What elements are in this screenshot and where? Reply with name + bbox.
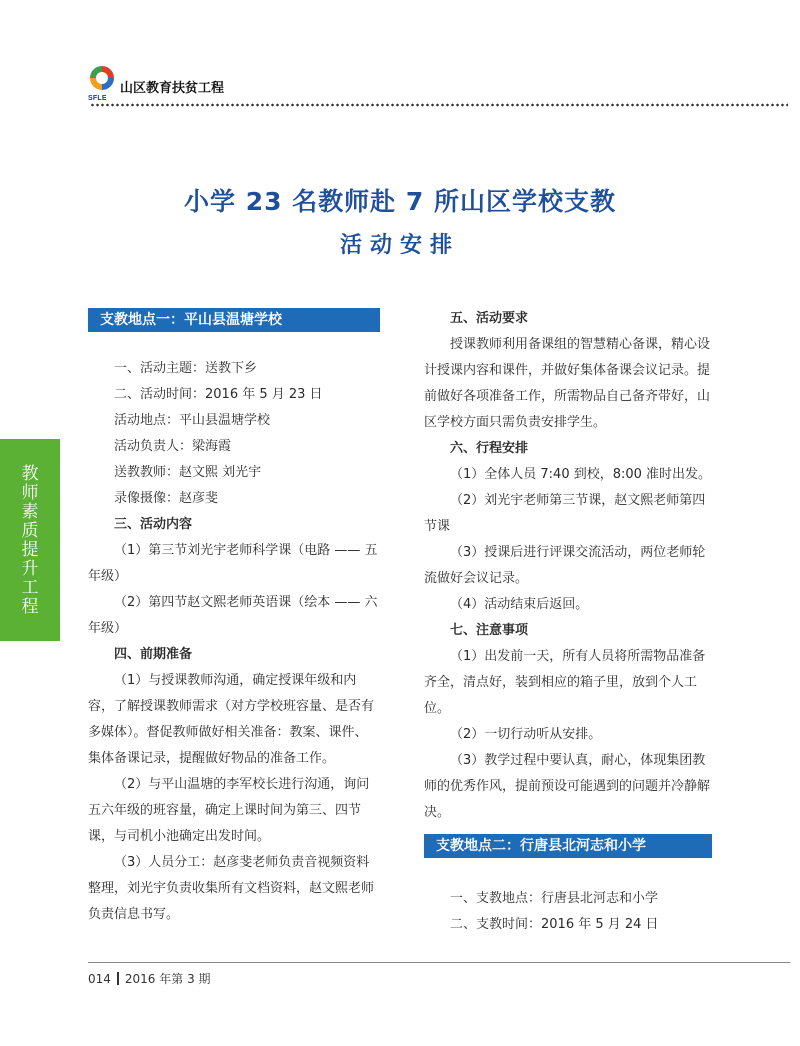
- paragraph: （1）第三节刘光宇老师科学课（电路 —— 五年级）: [88, 543, 378, 584]
- issue-label: 2016 年第 3 期: [124, 972, 211, 986]
- section2-content: [424, 886, 712, 938]
- paragraph: （2）一切行动听从安排。: [450, 727, 602, 742]
- paragraph: （3）人员分工：赵彦斐老师负责音视频资料整理，刘光宇负责收集所有文档资料，赵文熙老师负责信息书写。: [88, 855, 375, 922]
- page-footer: [88, 970, 211, 987]
- page-header: [88, 64, 224, 100]
- section-heading: 六、行程安排: [450, 441, 529, 456]
- paragraph: （3）授课后进行评课交流活动，两位老师轮流做好会议记录。: [424, 545, 706, 586]
- right-column: [424, 306, 712, 826]
- side-tab: [0, 439, 60, 641]
- page-number: 014: [88, 971, 111, 986]
- section-heading: 五、活动要求: [450, 311, 529, 326]
- text-line: 一、支教地点：行唐县北河志和小学: [450, 891, 659, 906]
- section-heading: 三、活动内容: [114, 517, 193, 532]
- paragraph: （3）教学过程中要认真，耐心，体现集团教师的优秀作风，提前预设可能遇到的问题并冷静解决。: [424, 753, 711, 820]
- article-subtitle: 活动安排: [339, 233, 460, 258]
- paragraph: （2）与平山温塘的李军校长进行沟通，询问五六年级的班容量，确定上课时间为第三、四节课，与司机小池确定出发时间。: [88, 777, 370, 844]
- article-title: 小学 23 名教师赴 7 所山区学校支教: [183, 187, 616, 216]
- section-heading: 七、注意事项: [450, 623, 529, 638]
- text-line: 一、活动主题：送教下乡: [114, 361, 258, 376]
- sfle-logo-icon: [88, 64, 116, 100]
- paragraph: （1）与授课教师沟通，确定授课年级和内容，了解授课教师需求（对方学校班容量、是否有多媒体）。督促教师做好相关准备：教案、课件、集体备课记录，提醒做好物品的准备工作。: [88, 673, 375, 766]
- logo-text: SFLE: [88, 95, 107, 102]
- text-line: 送教教师：赵文熙 刘光宇: [114, 465, 262, 480]
- brand-name: 山区教育扶贫工程: [120, 81, 225, 96]
- text-line: 活动地点：平山县温塘学校: [114, 413, 271, 428]
- paragraph: （1）出发前一天，所有人员将所需物品准备齐全，清点好，装到相应的箱子里，放到个人工位。: [424, 649, 706, 716]
- text-line: 二、支教时间：2016 年 5 月 24 日: [450, 917, 659, 932]
- footer-separator: [117, 972, 119, 985]
- paragraph: （1）全体人员 7:40 到校，8:00 准时出发。: [450, 467, 712, 482]
- left-column: [88, 356, 380, 928]
- paragraph: （2）第四节赵文熙老师英语课（绘本 —— 六年级）: [88, 595, 378, 636]
- text-line: 录像摄像：赵彦斐: [114, 491, 219, 506]
- paragraph: （2）刘光宇老师第三节课，赵文熙老师第四节课: [424, 493, 706, 534]
- paragraph: 授课教师利用备课组的智慧精心备课，精心设计授课内容和课件，并做好集体备课会议记录。提前做好各项准备工作，所需物品自己备齐带好，山区学校方面只需负责安排学生。: [424, 337, 711, 430]
- section-bar-2: 支教地点二：行唐县北河志和小学: [424, 834, 712, 858]
- dotted-divider: [90, 103, 788, 107]
- text-line: 活动负责人：梁海霞: [114, 439, 232, 454]
- side-tab-label: 教师素质提升工程: [21, 464, 39, 617]
- text-line: 二、活动时间：2016 年 5 月 23 日: [114, 387, 323, 402]
- section-bar-1: 支教地点一：平山县温塘学校: [88, 308, 380, 332]
- paragraph: （4）活动结束后返回。: [450, 597, 589, 612]
- footer-divider: [88, 962, 790, 963]
- section-heading: 四、前期准备: [114, 647, 193, 662]
